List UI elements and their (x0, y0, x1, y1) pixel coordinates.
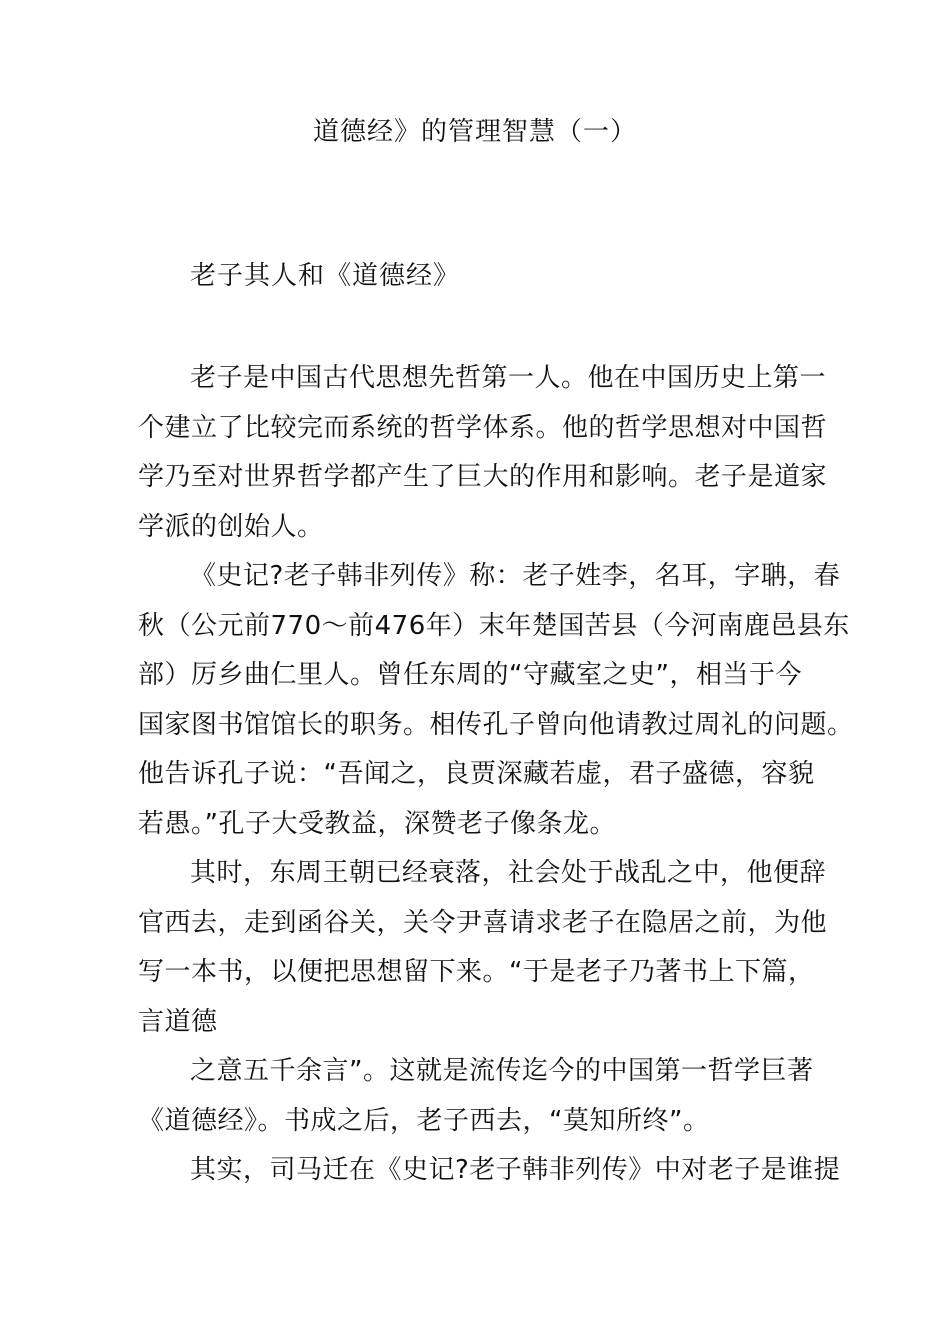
document-title: 道德经》的管理智慧（一） (312, 117, 637, 147)
text-line: 学乃至对世界哲学都产生了巨大的作用和影响。老子是道家 (138, 462, 828, 492)
text-line: 写一本书，以便把思想留下来。“于是老子乃著书上下篇， (138, 957, 815, 987)
text-line: 其实，司马迁在《史记?老子韩非列传》中对老子是谁提 (190, 1155, 841, 1185)
text-line: 其时，东周王朝已经衰落，社会处于战乱之中，他便辞 (190, 858, 827, 888)
text-line: 老子是中国古代思想先哲第一人。他在中国历史上第一 (190, 363, 827, 393)
text-line: 之意五千余言”。这就是流传迄今的中国第一哲学巨著 (190, 1056, 814, 1086)
text-line: 官西去，走到函谷关，关令尹喜请求老子在隐居之前，为他 (138, 907, 828, 938)
text-line: 《道德经》。书成之后，老子西去，“莫知所终”。 (138, 1105, 710, 1136)
text-line: 部）厉乡曲仁里人。曾任东周的“守藏室之史”，相当于今 (138, 660, 802, 690)
text-line: 《史记?老子韩非列传》称：老子姓李，名耳，字聃，春 (190, 561, 841, 591)
text-line: 若愚。”孔子大受教益，深赞老子像条龙。 (138, 808, 616, 839)
section-heading: 老子其人和《道德经》 (190, 261, 461, 291)
text-line: 秋（公元前770〜前476年）末年楚国苦县（今河南鹿邑县东 (138, 610, 850, 641)
text-line: 学派的创始人。 (138, 511, 324, 542)
text-line: 个建立了比较完而系统的哲学体系。他的哲学思想对中国哲 (138, 412, 828, 443)
text-line: 他告诉孔子说：“吾闻之，良贾深藏若虚，君子盛德，容貌 (138, 759, 815, 789)
document-body (138, 354, 854, 1196)
text-line: 言道德 (138, 1006, 218, 1037)
text-line: 国家图书馆馆长的职务。相传孔子曾向他请教过周礼的问题。 (138, 709, 854, 740)
